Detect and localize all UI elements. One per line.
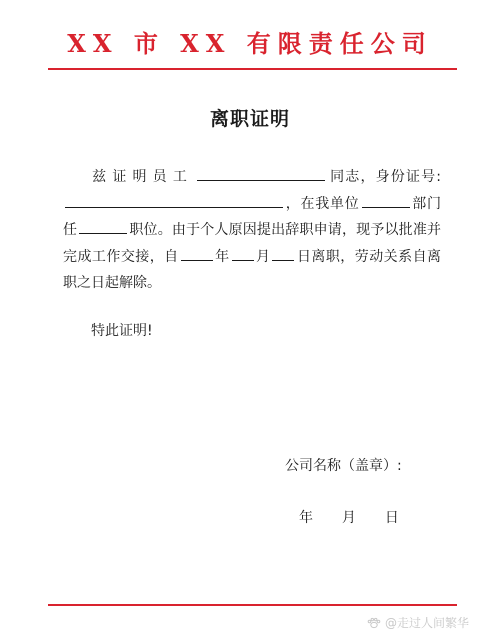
letterhead-company-name: XX 市 XX 有限责任公司 <box>67 29 433 58</box>
certificate-body <box>63 164 441 297</box>
day-blank <box>272 245 294 261</box>
paw-logo-icon <box>366 617 382 629</box>
date-month-label: 月 <box>341 510 356 526</box>
date-year-label: 年 <box>299 510 313 526</box>
body-text-1: 兹证明员工 <box>91 169 193 185</box>
body-text-2: 同志，身份证号: <box>328 169 442 185</box>
special-proof-text: 特此证明! <box>91 323 153 339</box>
body-text-6: 年 <box>214 248 230 265</box>
date-day-label: 日 <box>384 510 399 526</box>
watermark-text: @走过人间繁华 <box>385 616 470 630</box>
header-divider <box>48 68 457 70</box>
body-text-4: 部门任 <box>63 195 441 238</box>
signature-date <box>299 507 399 527</box>
document-title: 离职证明 <box>209 108 290 130</box>
department-blank <box>362 192 410 208</box>
body-text-7: 月 <box>255 248 271 265</box>
watermark <box>366 614 469 631</box>
body-text-8: 日离职，劳动关系自离职之日起解除。 <box>63 248 442 291</box>
year-blank <box>181 245 213 261</box>
id-number-blank <box>65 192 283 208</box>
company-seal-label: 公司名称（盖章）: <box>285 458 402 474</box>
body-text-5: 职位。由于个人原因提出辞职申请，现予以批准并完成工作交接，自 <box>63 222 442 265</box>
position-blank <box>79 218 127 234</box>
body-text-3: ，在我单位 <box>285 195 360 212</box>
month-blank <box>232 245 254 261</box>
employee-name-blank <box>197 165 325 181</box>
footer-divider <box>48 604 457 606</box>
